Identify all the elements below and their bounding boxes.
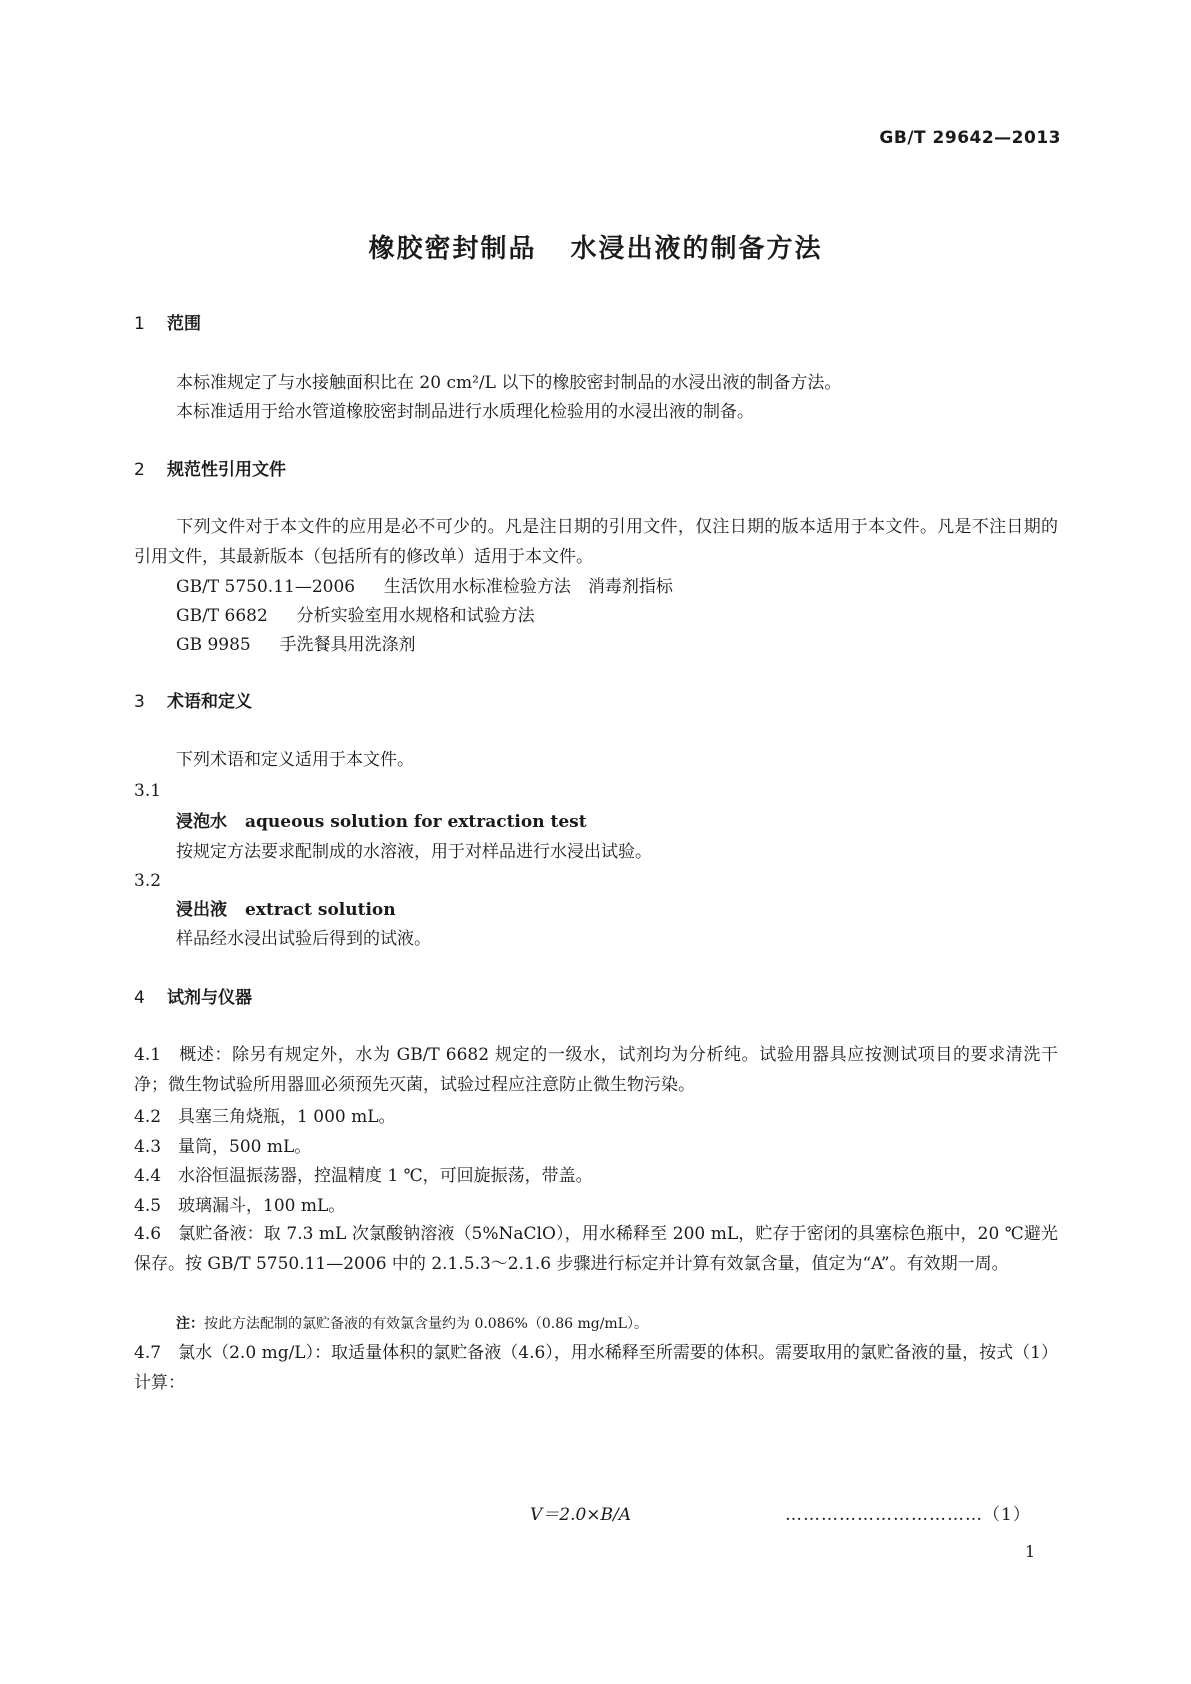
clause-number: 4.3 bbox=[134, 1137, 162, 1157]
term-definition: 样品经水浸出试验后得到的试液。 bbox=[176, 929, 431, 949]
clause-text: 具塞三角烧瓶，1 000 mL。 bbox=[178, 1107, 396, 1127]
note-label: 注： bbox=[176, 1316, 204, 1332]
term-en: aqueous solution for extraction test bbox=[245, 812, 587, 832]
terms-intro: 下列术语和定义适用于本文件。 bbox=[176, 750, 414, 770]
clause-text: 氯水（2.0 mg/L）：取适量体积的氯贮备液（4.6），用水稀释至所需要的体积。需要取用的氯贮备液的量，按式（1）计算： bbox=[134, 1343, 1059, 1393]
formula-number: ……………………………（1） bbox=[785, 1505, 1031, 1525]
clause-text: 玻璃漏斗，100 mL。 bbox=[178, 1196, 346, 1216]
clause-4-1 bbox=[134, 1040, 1058, 1100]
clause-number: 4.1 bbox=[134, 1045, 162, 1065]
reference-code: GB/T 6682 bbox=[176, 606, 268, 626]
term-definition: 按规定方法要求配制成的水溶液，用于对样品进行水浸出试验。 bbox=[176, 842, 652, 862]
clause-text: 概述：除另有规定外，水为 GB/T 6682 规定的一级水，试剂均为分析纯。试验用器具应按测试项目的要求清洗干净；微生物试验所用器皿必须预先灭菌，试验过程应注意防止微生物污染。 bbox=[134, 1045, 1058, 1095]
document-title bbox=[0, 228, 1191, 265]
reference-title: 生活饮用水标准检验方法 消毒剂指标 bbox=[383, 577, 673, 597]
formula-expression: V＝2.0×B/A bbox=[530, 1505, 632, 1525]
clause-4-4 bbox=[134, 1164, 593, 1188]
clause-text: 水浴恒温振荡器，控温精度 1 ℃，可回旋振荡，带盖。 bbox=[178, 1166, 593, 1186]
title-part-2: 水浸出液的制备方法 bbox=[570, 234, 823, 264]
reference-item bbox=[176, 633, 416, 657]
title-part-1: 橡胶密封制品 bbox=[368, 234, 537, 264]
term-zh: 浸泡水 bbox=[176, 812, 227, 832]
clause-4-6 bbox=[134, 1219, 1058, 1279]
section-2-heading bbox=[134, 458, 286, 482]
clause-number: 4.7 bbox=[134, 1343, 162, 1363]
clause-number: 4.5 bbox=[134, 1196, 162, 1216]
term-heading bbox=[176, 898, 396, 922]
note bbox=[176, 1314, 648, 1334]
section-title: 范围 bbox=[167, 314, 201, 334]
reference-item bbox=[176, 575, 673, 599]
clause-text: 氯贮备液：取 7.3 mL 次氯酸钠溶液（5%NaClO），用水稀释至 200 mL，贮存于密闭的具塞棕色瓶中，20 ℃避光保存。按 GB/T 5750.11—2006 中的 2.1.5.3～2.1.6 步骤进行标定并计算有效氯含量，值定为“A”。有效期一周。 bbox=[134, 1224, 1059, 1274]
page-number: 1 bbox=[1025, 1542, 1036, 1561]
section-title: 规范性引用文件 bbox=[167, 460, 286, 480]
scope-paragraph-2: 本标准适用于给水管道橡胶密封制品进行水质理化检验用的水浸出液的制备。 bbox=[176, 402, 754, 422]
term-zh: 浸出液 bbox=[176, 900, 227, 920]
clause-text: 量筒，500 mL。 bbox=[178, 1137, 312, 1157]
section-number: 1 bbox=[134, 314, 145, 334]
term-number: 3.1 bbox=[134, 781, 162, 801]
term-number: 3.2 bbox=[134, 871, 162, 891]
clause-number: 4.6 bbox=[134, 1224, 162, 1244]
section-number: 4 bbox=[134, 988, 145, 1008]
normative-references-intro: 下列文件对于本文件的应用是必不可少的。凡是注日期的引用文件，仅注日期的版本适用于本文件。凡是不注日期的引用文件，其最新版本（包括所有的修改单）适用于本文件。 bbox=[134, 517, 1058, 567]
section-4-heading bbox=[134, 986, 252, 1010]
reference-item bbox=[176, 604, 535, 628]
term-en: extract solution bbox=[245, 900, 396, 920]
clause-4-5 bbox=[134, 1194, 345, 1218]
reference-code: GB 9985 bbox=[176, 635, 251, 655]
reference-title: 手洗餐具用洗涤剂 bbox=[279, 635, 416, 655]
scope-paragraph-1: 本标准规定了与水接触面积比在 20 cm²/L 以下的橡胶密封制品的水浸出液的制备方法。 bbox=[176, 373, 842, 393]
clause-number: 4.4 bbox=[134, 1166, 162, 1186]
reference-title: 分析实验室用水规格和试验方法 bbox=[296, 606, 535, 626]
section-title: 术语和定义 bbox=[167, 692, 252, 712]
reference-code: GB/T 5750.11—2006 bbox=[176, 577, 356, 597]
clause-4-7 bbox=[134, 1338, 1058, 1398]
section-3-heading bbox=[134, 690, 252, 714]
section-1-heading bbox=[134, 312, 201, 336]
clause-4-3 bbox=[134, 1135, 311, 1159]
clause-number: 4.2 bbox=[134, 1107, 162, 1127]
section-number: 2 bbox=[134, 460, 145, 480]
section-title: 试剂与仪器 bbox=[167, 988, 252, 1008]
clause-4-2 bbox=[134, 1105, 396, 1129]
term-heading bbox=[176, 810, 587, 834]
standard-code: GB/T 29642—2013 bbox=[879, 128, 1061, 148]
note-text: 按此方法配制的氯贮备液的有效氯含量约为 0.086%（0.86 mg/mL）。 bbox=[204, 1316, 648, 1332]
section-number: 3 bbox=[134, 692, 145, 712]
